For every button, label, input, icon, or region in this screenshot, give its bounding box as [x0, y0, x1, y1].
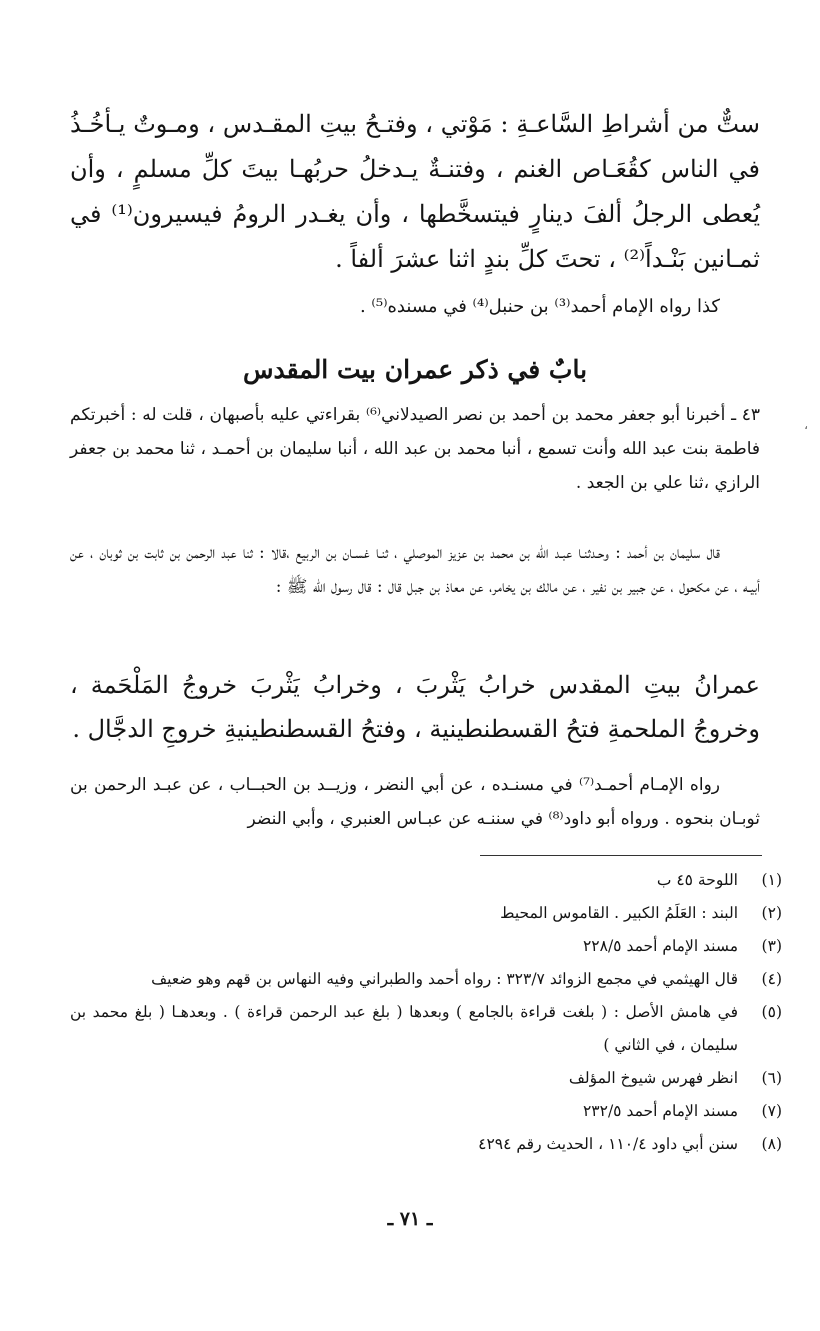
- footnote-text: انظر فهرس شيوخ المؤلف: [568, 1069, 738, 1087]
- footnotes: [70, 864, 782, 1161]
- isnad-paragraph-1: [70, 398, 760, 500]
- isnad-text-1: ٤٣ ـ أخبرنا أبو جعفر محمد بن أحمد بن نصر الصيدلاني⁽⁶⁾ بقراءتي عليه بأصبهان ، قلت له : أخبرتكم فاطمة بنت عبد الله وأنت تسمع ، أنبا محمد بن عبد الله ، أنبا سليمان بن أحمـد ، ثنا محمد بن جعفر الرازي ،ثنا علي بن الجعد .: [70, 405, 760, 493]
- footnote-number: (١): [761, 871, 782, 889]
- footnote-text: البند : العَلَمُ الكبير . القاموس المحيط: [500, 904, 738, 922]
- footnote-text: سنن أبي داود ١١٠/٤ ، الحديث رقم ٤٢٩٤: [478, 1135, 738, 1153]
- footnote: [70, 1128, 782, 1161]
- isnad-text-2: قال سليمان بن أحمد : وحـدثنـا عبـد الله بن محمد بن عزيز الموصلي ، ثنـا غسـان بن الربيع ،قالا : ثنا عبد الرحمن بن ثابت بن ثوبان ، عن أبيـه ، عن مكحول ، عن جبير بن نفير ، عن مالك بن يخامر، عن معاذ بن جبل قال : قال رسول الله ﷺ :: [70, 543, 760, 597]
- narration-source-paragraph: [70, 768, 760, 836]
- footnote-separator: [480, 855, 762, 856]
- footnote: [70, 930, 782, 963]
- footnote: [70, 864, 782, 897]
- footnote-text: في هامش الأصل : ( بلغت قراءة بالجامع ) وبعدها ( بلغ عبد الرحمن قراءة ) . وبعدهـا ( بلغ محمد بن سليمان ، في الثاني ): [70, 1003, 738, 1054]
- footnote-number: (٣): [761, 937, 782, 955]
- footnote: [70, 1095, 782, 1128]
- hadith-source-note: كذا رواه الإمام أحمد⁽³⁾ بن حنبل⁽⁴⁾ في مسنده⁽⁵⁾ .: [359, 296, 720, 317]
- hadith-passage: [70, 102, 760, 282]
- hadith-2-text: عمرانُ بيتِ المقدس خرابُ يَثْربَ ، وخرابُ يَثْربَ خروجُ المَلْحَمة ، وخروجُ الملحمةِ فتحُ القسطنطينية ، وفتحُ القسطنطينيةِ خروجِ الدجَّال .: [70, 671, 760, 743]
- page-number: ـ ٧١ ـ: [387, 1208, 433, 1230]
- footnote: [70, 996, 782, 1062]
- footnote-text: مسند الإمام أحمد ٢٢٨/٥: [582, 937, 738, 955]
- footnote-text: مسند الإمام أحمد ٢٣٢/٥: [582, 1102, 738, 1120]
- footnote-text: قال الهيثمي في مجمع الزوائد ٣٢٣/٧ : رواه أحمد والطبراني وفيه النهاس بن قهم وهو ضعيف: [151, 970, 738, 988]
- footnote: [70, 963, 782, 996]
- footnote-number: (٦): [761, 1069, 782, 1087]
- hadith-2: [70, 663, 760, 751]
- footnote: [70, 1062, 782, 1095]
- narration-source-text: رواه الإمـام أحمـد⁽⁷⁾ في مسنـده ، عن أبي النضر ، وزيــد بن الحبــاب ، عن عبـد الرحمن بن ثوبـان بنحوه . ورواه أبو داود⁽⁸⁾ في سننـه عن عبـاس العنبري ، وأبي النضر: [70, 775, 760, 829]
- footnote-number: (٢): [761, 904, 782, 922]
- footnote-number: (٥): [761, 1003, 782, 1021]
- footnote-number: (٧): [761, 1102, 782, 1120]
- footnote-number: (٨): [761, 1135, 782, 1153]
- hadith-text: ستٌّ من أشراطِ السَّاعـةِ : مَوْتي ، وفتـحُ بيتِ المقـدس ، ومـوتٌ يـأخُـذُ في الناس كقُعَـاص الغنم ، وفتنـةٌ يـدخلُ حربُهـا بيتَ كلِّ مسلمٍ ، وأن يُعطى الرجلُ ألفَ دينارٍ فيتسخَّطها ، وأن يغـدر الرومُ فيسيرون⁽¹⁾ في ثمـانين بَنْـداً⁽²⁾ ، تحتَ كلِّ بندٍ اثنا عشرَ ألفاً .: [70, 110, 760, 273]
- footnote-number: (٤): [761, 970, 782, 988]
- chapter-heading: بابٌ في ذكر عمران بيت المقدس: [242, 355, 588, 384]
- margin-mark: ،: [804, 418, 808, 432]
- footnote: [70, 897, 782, 930]
- isnad-paragraph-2: [70, 536, 760, 604]
- footnote-text: اللوحة ٤٥ ب: [656, 871, 738, 889]
